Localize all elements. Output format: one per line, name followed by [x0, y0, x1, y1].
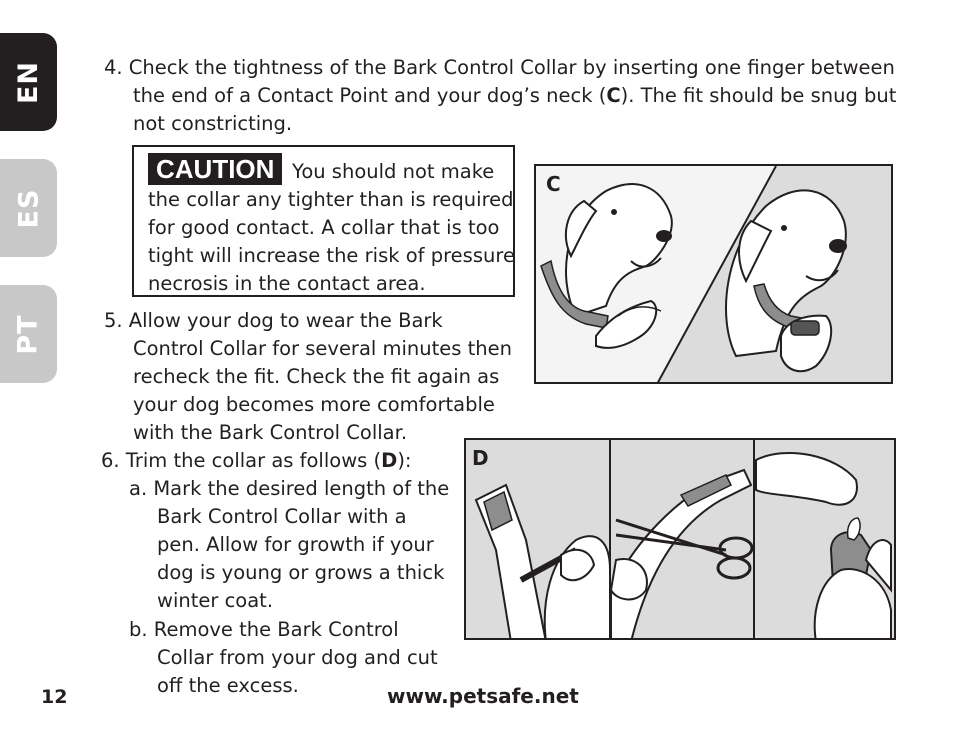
footer-url[interactable]: www.petsafe.net [387, 684, 579, 708]
caution-line-4: tight will increase the risk of pressure [148, 244, 515, 267]
caution-line-2: the collar any tighter than is required [148, 188, 514, 211]
figure-d [464, 438, 896, 640]
step-6-intro-end: ): [397, 449, 412, 472]
tab-pt[interactable] [0, 285, 57, 383]
caution-text [148, 186, 515, 298]
step-6-intro [101, 447, 412, 475]
step-6-intro-text: 6. Trim the collar as follows ( [101, 449, 382, 472]
step-4-line-2 [104, 82, 896, 110]
step-5 [104, 307, 512, 447]
step-6a [129, 475, 449, 615]
step-4-line-2-end: ). The fit should be snug but [620, 84, 897, 107]
figure-c [534, 164, 893, 384]
caution-line-5: necrosis in the contact area. [148, 272, 426, 295]
step-5-line-2: Control Collar for several minutes then [133, 337, 513, 360]
figure-d-label: D [472, 446, 489, 470]
figure-ref-d: D [381, 449, 398, 472]
step-6a-line-5: winter coat. [157, 589, 274, 612]
step-4-line-1: 4. Check the tightness of the Bark Control Collar by inserting one finger between [104, 56, 895, 79]
caution-line-1: You should not make [292, 160, 495, 183]
figure-c-illustration [536, 166, 893, 384]
step-6b-line-2: Collar from your dog and cut [157, 646, 438, 669]
figure-c-label: C [546, 172, 561, 196]
step-6b-line-3: off the excess. [157, 674, 299, 697]
tab-es[interactable] [0, 159, 57, 257]
step-5-line-1: 5. Allow your dog to wear the Bark [104, 309, 443, 332]
figure-d-illustration [466, 440, 896, 640]
step-4-line-2-text: the end of a Contact Point and your dog’s neck ( [133, 84, 607, 107]
step-5-line-4: your dog becomes more comfortable [133, 393, 495, 416]
step-5-line-3: recheck the fit. Check the fit again as [133, 365, 500, 388]
tab-en-label: EN [12, 60, 44, 104]
step-6a-line-3: pen. Allow for growth if your [157, 533, 434, 556]
step-4-line-3: not constricting. [133, 112, 293, 135]
step-4 [104, 54, 896, 138]
tab-pt-label: PT [13, 313, 44, 355]
step-5-line-5: with the Bark Control Collar. [133, 421, 408, 444]
caution-label: CAUTION [148, 153, 282, 185]
caution-line-3: for good contact. A collar that is too [148, 216, 500, 239]
figure-ref-c: C [606, 84, 621, 107]
tab-es-label: ES [12, 188, 44, 228]
step-6b-line-1: b. Remove the Bark Control [129, 618, 399, 641]
tab-en[interactable] [0, 33, 57, 131]
page-number: 12 [41, 686, 68, 708]
step-6a-line-1: a. Mark the desired length of the [129, 477, 450, 500]
step-6a-line-4: dog is young or grows a thick [157, 561, 445, 584]
step-6a-line-2: Bark Control Collar with a [157, 505, 407, 528]
